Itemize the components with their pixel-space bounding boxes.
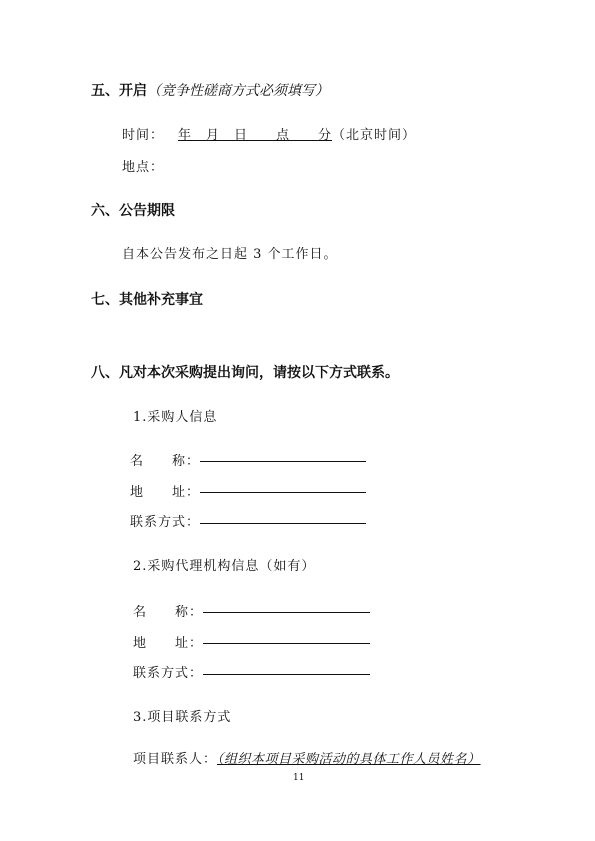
agency-name-line (203, 612, 370, 613)
section-7-heading: 七、其他补充事宜 (91, 292, 203, 308)
project-contact-title: 3.项目联系方式 (133, 710, 232, 725)
section-8-heading: 八、凡对本次采购提出询问，请按以下方式联系。 (91, 365, 399, 381)
agency-contact-label: 联系方式： (133, 666, 204, 681)
page-number: 11 (293, 773, 305, 783)
agency-address-line (203, 643, 370, 644)
open-time-label: 时间： (122, 128, 165, 143)
project-contact-person-note: （组织本项目采购活动的具体工作人员姓名） (217, 752, 481, 767)
agency-info-title: 2.采购代理机构信息（如有） (133, 559, 316, 574)
purchaser-address-label: 地 址： (130, 485, 201, 500)
purchaser-contact-line (200, 523, 366, 524)
project-contact-person-label: 项目联系人： (133, 752, 218, 767)
section-6-heading: 六、公告期限 (91, 203, 175, 219)
purchaser-address-line (200, 492, 366, 493)
project-contact-person-row (133, 748, 481, 767)
purchaser-name-line (200, 461, 366, 462)
open-time-suffix: （北京时间） (332, 128, 417, 143)
open-time-row (122, 124, 416, 143)
purchaser-name-label: 名 称： (130, 454, 201, 469)
purchaser-info-title: 1.采购人信息 (133, 410, 218, 425)
purchaser-contact-label: 联系方式： (130, 515, 201, 530)
agency-name-label: 名 称： (133, 605, 204, 620)
announcement-period-text: 自本公告发布之日起 3 个工作日。 (122, 247, 338, 262)
agency-address-label: 地 址： (133, 636, 204, 651)
section-5-title: 五、开启 (91, 83, 147, 99)
open-time-blank: 年 月 日 点 分 (178, 128, 333, 143)
section-5-note: （竞争性磋商方式必须填写） (147, 83, 329, 99)
open-place-label: 地点： (122, 160, 165, 175)
section-5-heading (91, 80, 329, 100)
agency-contact-line (203, 674, 370, 675)
